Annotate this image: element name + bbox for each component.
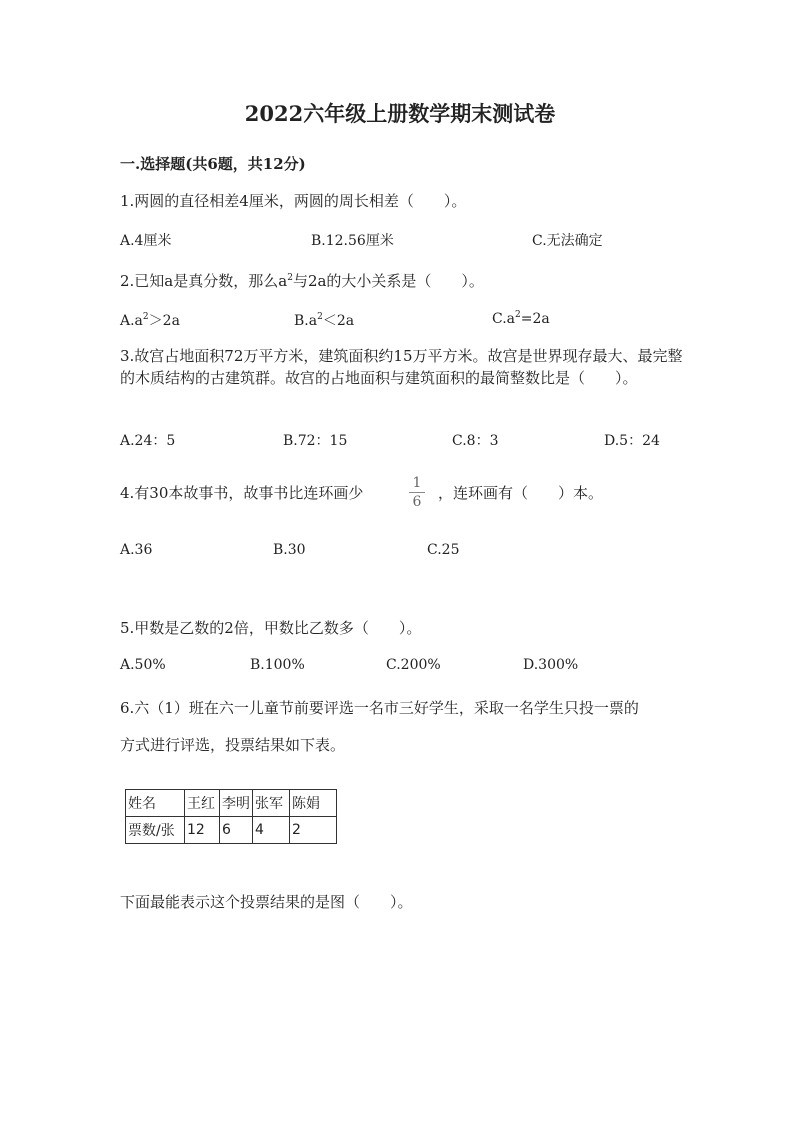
q5-option-d: D.300% — [523, 657, 579, 673]
q1-option-c: C.无法确定 — [532, 233, 603, 249]
q2-option-a — [120, 310, 180, 330]
q5-option-a: A.50% — [120, 657, 166, 673]
page-title: 2022六年级上册数学期末测试卷 — [244, 101, 556, 126]
q2-stem-exponent: 2 — [287, 273, 293, 283]
table-cell: 2 — [290, 817, 337, 844]
table-cell: 6 — [220, 817, 253, 844]
q1-option-b: B.12.56厘米 — [311, 233, 394, 249]
q2-c-post: =2a — [520, 311, 550, 327]
question-6-followup: 下面最能表示这个投票结果的是图（ ）。 — [120, 893, 413, 911]
question-4-stem-before: 4.有30本故事书，故事书比连环画少 — [120, 484, 364, 502]
question-4-stem-after: ，连环画有（ ）本。 — [438, 484, 604, 502]
table-cell: 王红 — [185, 790, 220, 817]
question-2-stem — [120, 270, 484, 291]
q2-stem-after: 与2a的大小关系是（ ）。 — [292, 272, 484, 290]
question-5-stem: 5.甲数是乙数的2倍，甲数比乙数多（ ）。 — [120, 619, 422, 637]
q2-option-b — [294, 310, 354, 330]
table-cell: 票数/张 — [126, 817, 185, 844]
table-cell: 12 — [185, 817, 220, 844]
table-row — [126, 790, 337, 817]
q2-c-pre: C.a — [492, 311, 516, 327]
question-6-stem-line2: 方式进行评选，投票结果如下表。 — [120, 736, 346, 754]
table-cell: 陈娟 — [290, 790, 337, 817]
table-cell: 姓名 — [126, 790, 185, 817]
table-cell: 张军 — [253, 790, 290, 817]
section-heading: 一.选择题(共6题，共12分) — [120, 155, 306, 173]
q2-c-exp: 2 — [515, 310, 521, 320]
q2-a-post: ＞2a — [148, 313, 180, 329]
q3-option-a: A.24：5 — [120, 433, 176, 449]
q3-option-d: D.5：24 — [604, 433, 660, 449]
vote-results-table — [125, 789, 337, 844]
q3-option-b: B.72：15 — [283, 433, 348, 449]
q3-option-c: C.8：3 — [452, 433, 499, 449]
q2-b-exp: 2 — [317, 312, 323, 322]
q4-fraction-denominator: 6 — [412, 494, 422, 510]
table-cell: 4 — [253, 817, 290, 844]
q2-a-exp: 2 — [142, 312, 149, 322]
q2-option-c — [492, 310, 550, 327]
question-6-stem-line1: 6.六（1）班在六一儿童节前要评选一名市三好学生，采取一名学生只投一票的 — [120, 699, 639, 717]
q2-a-pre: A.a — [120, 313, 143, 329]
q1-option-a: A.4厘米 — [120, 233, 172, 249]
q2-stem-before: 2.已知a是真分数，那么a — [120, 272, 288, 290]
q4-option-a: A.36 — [120, 542, 153, 558]
q4-fraction-bar — [409, 492, 425, 493]
table-row — [126, 817, 337, 844]
q4-option-b: B.30 — [273, 542, 306, 558]
q4-fraction-numerator: 1 — [412, 475, 422, 491]
q5-option-c: C.200% — [386, 657, 441, 673]
question-1-stem: 1.两圆的直径相差4厘米，两圆的周长相差（ ）。 — [120, 192, 467, 210]
question-3-stem: 3.故宫占地面积72万平方米，建筑面积约15万平方米。故宫是世界现存最大、最完整的木质结构的古建筑群。故宫的占地面积与建筑面积的最简整数比是（ ）。 — [120, 347, 683, 387]
q5-option-b: B.100% — [250, 657, 305, 673]
q2-b-post: ＜2a — [322, 313, 355, 329]
q4-fraction — [409, 476, 425, 509]
table-cell: 李明 — [220, 790, 253, 817]
q2-b-pre: B.a — [294, 313, 318, 329]
q4-option-c: C.25 — [427, 542, 460, 558]
